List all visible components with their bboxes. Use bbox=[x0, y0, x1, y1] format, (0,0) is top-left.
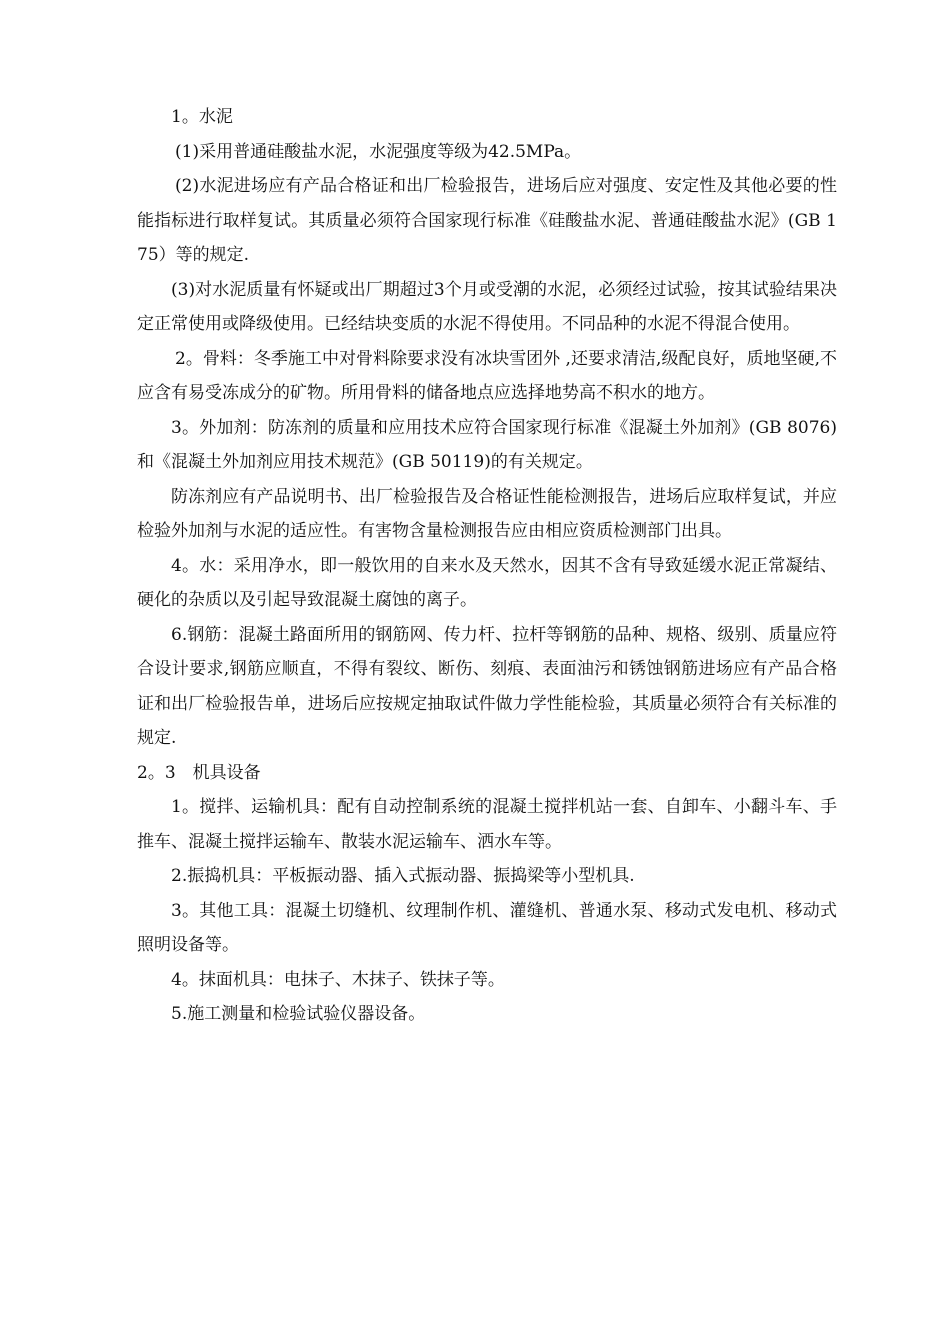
cement-item-2: (2)水泥进场应有产品合格证和出厂检验报告，进场后应对强度、安定性及其他必要的性能指标进行取样复试。其质量必须符合国家现行标准《硅酸盐水泥、普通硅酸盐水泥》(GB 175）等的规定. bbox=[137, 176, 837, 265]
equipment-item-4: 4。抹面机具：电抹子、木抹子、铁抹子等。 bbox=[171, 969, 505, 990]
section-aggregate: 2。骨料：冬季施工中对骨料除要求没有冰块雪团外 ,还要求清洁,级配良好，质地坚硬,不应含有易受冻成分的矿物。所用骨料的储备地点应选择地势高不积水的地方。 bbox=[137, 348, 837, 403]
cement-item-3: (3)对水泥质量有怀疑或出厂期超过3个月或受潮的水泥，必须经过试验，按其试验结果决定正常使用或降级使用。已经结块变质的水泥不得使用。不同品种的水泥不得混合使用。 bbox=[137, 279, 837, 334]
section-equipment-heading: 2。3 机具设备 bbox=[137, 762, 261, 783]
section-rebar: 6.钢筋：混凝土路面所用的钢筋网、传力杆、拉杆等钢筋的品种、规格、级别、质量应符合设计要求,钢筋应顺直，不得有裂纹、断伤、刻痕、表面油污和锈蚀钢筋进场应有产品合格证和出厂检验报告单，进场后应按规定抽取试件做力学性能检验，其质量必须符合有关标准的规定. bbox=[137, 624, 837, 748]
equipment-item-3: 3。其他工具：混凝土切缝机、纹理制作机、灌缝机、普通水泵、移动式发电机、移动式照明设备等。 bbox=[137, 900, 837, 955]
section-admixture: 3。外加剂：防冻剂的质量和应用技术应符合国家现行标准《混凝土外加剂》(GB 8076)和《混凝土外加剂应用技术规范》(GB 50119)的有关规定。 bbox=[137, 417, 837, 472]
equipment-item-2: 2.振捣机具：平板振动器、插入式振动器、振捣梁等小型机具. bbox=[171, 866, 635, 886]
section-water: 4。水：采用净水，即一般饮用的自来水及天然水，因其不含有导致延缓水泥正常凝结、硬化的杂质以及引起导致混凝土腐蚀的离子。 bbox=[137, 555, 837, 610]
equipment-item-1: 1。搅拌、运输机具：配有自动控制系统的混凝土搅拌机站一套、自卸车、小翻斗车、手推车、混凝土搅拌运输车、散装水泥运输车、洒水车等。 bbox=[137, 797, 837, 852]
cement-item-1: (1)采用普通硅酸盐水泥，水泥强度等级为42.5MPa。 bbox=[175, 141, 582, 162]
document-page bbox=[137, 100, 837, 1032]
admixture-note: 防冻剂应有产品说明书、出厂检验报告及合格证性能检测报告，进场后应取样复试，并应检验外加剂与水泥的适应性。有害物含量检测报告应由相应资质检测部门出具。 bbox=[137, 486, 837, 541]
section-cement-heading: 1。水泥 bbox=[171, 107, 233, 127]
equipment-item-5: 5.施工测量和检验试验仪器设备。 bbox=[171, 1004, 426, 1024]
